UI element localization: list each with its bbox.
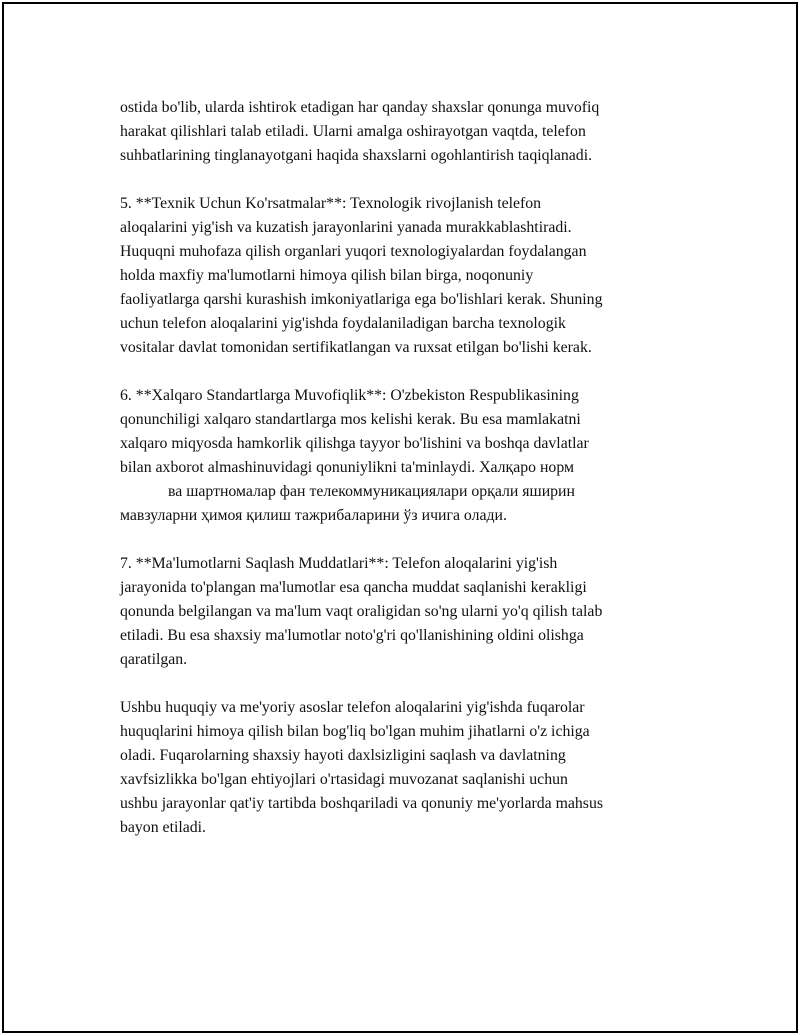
text-line: qaratilgan. <box>120 651 188 668</box>
text-line: oladi. Fuqarolarning shaxsiy hayoti daxlsizligini saqlash va davlatning <box>120 747 566 764</box>
text-line: suhbatlarining tinglanayotgani haqida shaxslarni ogohlantirish taqiqlanadi. <box>120 147 593 164</box>
text-line: xavfsizlikka bo'lgan ehtiyojlari o'rtasidagi muvozanat saqlanishi uchun <box>120 771 568 788</box>
text-line: huquqlarini himoya qilish bilan bog'liq bo'lgan muhim jihatlarni o'z ichiga <box>120 723 590 740</box>
text-line: vositalar davlat tomonidan sertifikatlangan va ruxsat etilgan bo'lishi kerak. <box>120 339 592 356</box>
text-line: xalqaro miqyosda hamkorlik qilishga tayyor bo'lishini va boshqa davlatlar <box>120 435 589 452</box>
text-line: aloqalarini yig'ish va kuzatish jarayonlarini yanada murakkablashtiradi. <box>120 219 572 236</box>
document-page <box>2 2 798 1033</box>
text-line: Ushbu huquqiy va me'yoriy asoslar telefon aloqalarini yig'ishda fuqarolar <box>120 699 585 716</box>
text-line: Huquqni muhofaza qilish organlari yuqori texnologiyalardan foydalangan <box>120 243 587 260</box>
paragraph-item-7 <box>120 552 680 672</box>
text-line: bilan axborot almashinuvidagi qonuniylikni ta'minlaydi. Халқаро норм <box>120 459 574 476</box>
text-line: harakat qilishlari talab etiladi. Ularni amalga oshirayotgan vaqtda, telefon <box>120 123 586 140</box>
text-line: bayon etiladi. <box>120 819 206 836</box>
text-line: etiladi. Bu esa shaxsiy ma'lumotlar noto'g'ri qo'llanishining oldini olishga <box>120 627 584 644</box>
text-line: ва шартномалар фан телекоммуникациялари орқали яширин <box>168 483 575 500</box>
text-line: qonunda belgilangan va ma'lum vaqt oraligidan so'ng ularni yo'q qilish talab <box>120 603 603 620</box>
text-line: мавзуларни ҳимоя қилиш тажрибаларини ўз ичига олади. <box>120 507 507 524</box>
text-line: uchun telefon aloqalarini yig'ishda foydalaniladigan barcha texnologik <box>120 315 566 332</box>
paragraph-item-5 <box>120 192 680 360</box>
text-line: 7. **Ma'lumotlarni Saqlash Muddatlari**: Telefon aloqalarini yig'ish <box>120 555 558 572</box>
paragraph-item-6 <box>120 384 680 528</box>
text-line: ostida bo'lib, ularda ishtirok etadigan har qanday shaxslar qonunga muvofiq <box>120 99 600 116</box>
paragraph-conclusion <box>120 696 680 840</box>
text-line: qonunchiligi xalqaro standartlarga mos kelishi kerak. Bu esa mamlakatni <box>120 411 581 428</box>
document-body <box>120 96 680 864</box>
paragraph-intro-continuation <box>120 96 680 168</box>
text-line: 6. **Xalqaro Standartlarga Muvofiqlik**: O'zbekiston Respublikasining <box>120 387 579 404</box>
text-line: faoliyatlarga qarshi kurashish imkoniyatlariga ega bo'lishlari kerak. Shuning <box>120 291 603 308</box>
text-line: ushbu jarayonlar qat'iy tartibda boshqariladi va qonuniy me'yorlarda mahsus <box>120 795 603 812</box>
text-line: 5. **Texnik Uchun Ko'rsatmalar**: Texnologik rivojlanish telefon <box>120 195 542 212</box>
text-line: holda maxfiy ma'lumotlarni himoya qilish bilan birga, noqonuniy <box>120 267 534 284</box>
text-line: jarayonida to'plangan ma'lumotlar esa qancha muddat saqlanishi kerakligi <box>120 579 587 596</box>
